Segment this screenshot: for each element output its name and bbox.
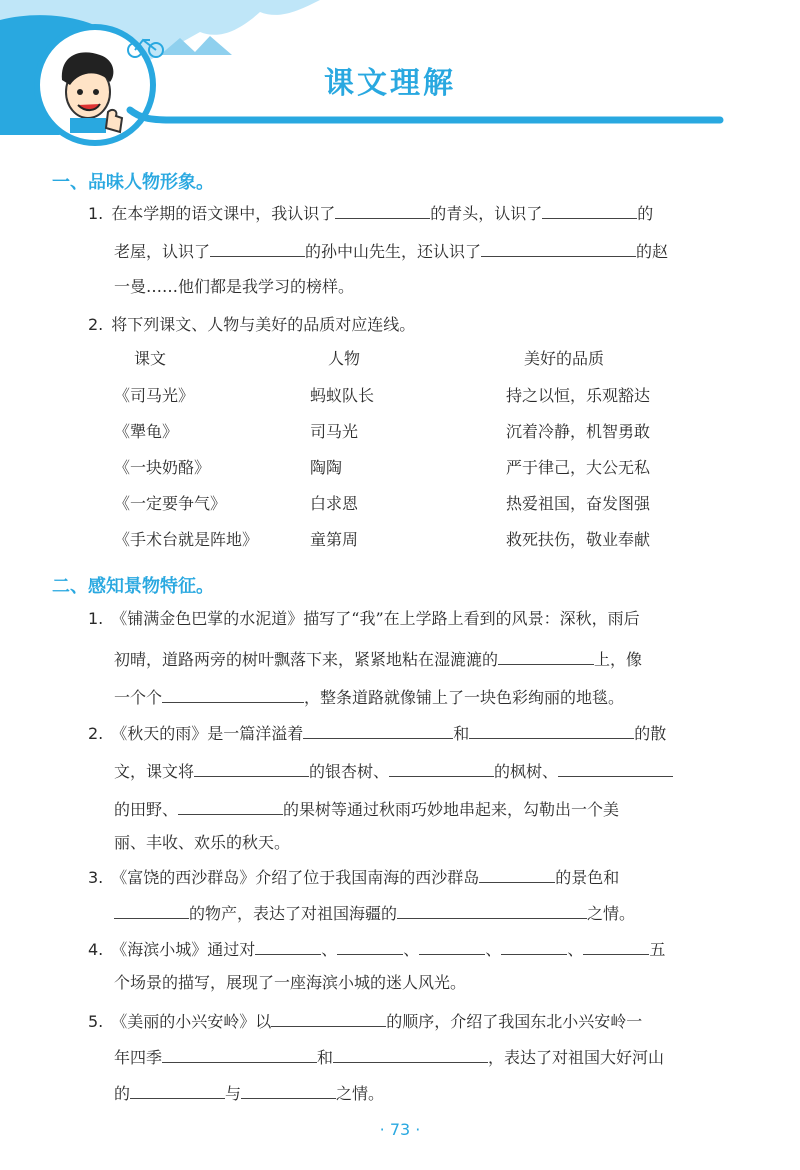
question-number: 5. [88,1012,104,1031]
person-item[interactable]: 司马光 [310,422,359,441]
answer-blank[interactable] [583,936,649,955]
answer-blank[interactable] [333,1044,488,1063]
text: 的景色和 [555,868,620,887]
text: 的青头，认识了 [430,204,543,223]
question-number: 2. [88,315,104,334]
answer-blank[interactable] [114,900,189,919]
s2-q2-line3 [114,796,619,821]
question-number: 2. [88,724,104,743]
answer-blank[interactable] [255,936,321,955]
text: 一个个 [114,688,163,707]
text: 的赵 [636,242,669,261]
answer-blank[interactable] [271,1008,386,1027]
text: 之情。 [587,904,636,923]
answer-blank[interactable] [498,646,594,665]
text: 《秋天的雨》是一篇洋溢着 [111,724,304,743]
header-banner [0,0,800,150]
person-item[interactable]: 陶陶 [310,458,343,477]
question-number: 1. [88,204,104,223]
question-number: 3. [88,868,104,887]
person-item[interactable]: 白求恩 [310,494,359,513]
answer-blank[interactable] [501,936,567,955]
s2-q3-line2 [114,900,635,925]
text: 文，课文将 [114,762,195,781]
page-title: 课文理解 [324,66,456,101]
s1-q2-line1 [88,314,415,336]
quality-item[interactable]: 持之以恒，乐观豁达 [506,386,651,405]
s2-q1-line1 [88,608,640,630]
text: 和 [453,724,470,743]
s2-q5-line1 [88,1008,642,1033]
answer-blank[interactable] [481,238,636,257]
answer-blank[interactable] [337,936,403,955]
quality-item[interactable]: 严于律己，大公无私 [506,458,651,477]
separator: 、 [403,940,420,959]
text: 的顺序，介绍了我国东北小兴安岭一 [386,1012,643,1031]
answer-blank[interactable] [178,796,283,815]
column-header-texts: 课文 [134,349,167,368]
s2-q2-line1 [88,720,666,745]
separator: 、 [321,940,338,959]
text: 的散 [634,724,667,743]
answer-blank[interactable] [389,758,494,777]
page-number: · 73 · [379,1120,421,1139]
answer-blank[interactable] [194,758,309,777]
text: 和 [317,1048,334,1067]
text-item[interactable]: 《犟龟》 [114,422,179,441]
s2-q4-line2: 个场景的描写，展现了一座海滨小城的迷人风光。 [114,973,467,992]
text: 的孙中山先生，还认识了 [305,242,482,261]
answer-blank[interactable] [130,1080,225,1099]
question-number: 1. [88,609,104,628]
person-item[interactable]: 童第周 [310,530,359,549]
text: 上，像 [594,650,643,669]
answer-blank[interactable] [303,720,453,739]
text: ，表达了对祖国大好河山 [488,1048,665,1067]
s2-q2-line4: 丽、丰收、欢乐的秋天。 [114,833,291,852]
text-item[interactable]: 《一定要争气》 [114,494,227,513]
text: 《海滨小城》通过对 [111,940,256,959]
answer-blank[interactable] [241,1080,336,1099]
text: 初晴，道路两旁的树叶飘落下来，紧紧地粘在湿漉漉的 [114,650,499,669]
text: ，整条道路就像铺上了一块色彩绚丽的地毯。 [304,688,625,707]
column-header-people: 人物 [328,349,361,368]
text: 五 [649,940,666,959]
s2-q4-line1 [88,936,665,961]
quality-item[interactable]: 热爱祖国，奋发图强 [506,494,651,513]
text: 老屋，认识了 [114,242,211,261]
answer-blank[interactable] [469,720,634,739]
separator: 、 [485,940,502,959]
text: 的田野、 [114,800,179,819]
text: 的枫树、 [494,762,559,781]
quality-item[interactable]: 救死扶伤，敬业奉献 [506,530,651,549]
text: 《美丽的小兴安岭》以 [111,1012,272,1031]
section-heading-2: 二、感知景物特征。 [52,576,214,597]
s2-q5-line3 [114,1080,384,1105]
answer-blank[interactable] [162,684,304,703]
s2-q1-line3 [114,684,624,709]
answer-blank[interactable] [335,200,430,219]
text: 《富饶的西沙群岛》介绍了位于我国南海的西沙群岛 [111,868,480,887]
answer-blank[interactable] [210,238,305,257]
answer-blank[interactable] [162,1044,317,1063]
text: 将下列课文、人物与美好的品质对应连线。 [111,315,416,334]
person-item[interactable]: 蚂蚁队长 [310,386,375,405]
section-heading-1: 一、品味人物形象。 [52,172,214,193]
s1-q1-line1 [88,200,653,225]
answer-blank[interactable] [558,758,673,777]
s2-q1-line2 [114,646,642,671]
text: 年四季 [114,1048,163,1067]
s1-q1-line3: 一曼……他们都是我学习的榜样。 [114,277,355,296]
text: 的银杏树、 [309,762,390,781]
answer-blank[interactable] [542,200,637,219]
question-number: 4. [88,940,104,959]
answer-blank[interactable] [419,936,485,955]
answer-blank[interactable] [479,864,555,883]
answer-blank[interactable] [397,900,587,919]
s2-q2-line2 [114,758,673,783]
quality-item[interactable]: 沉着冷静，机智勇敢 [506,422,651,441]
text-item[interactable]: 《手术台就是阵地》 [114,530,259,549]
s1-q1-line2 [114,238,668,263]
text: 的 [114,1084,131,1103]
text-item[interactable]: 《司马光》 [114,386,195,405]
text: 的果树等通过秋雨巧妙地串起来，勾勒出一个美 [283,800,620,819]
text: 的 [637,204,654,223]
separator: 、 [567,940,584,959]
text: 与 [225,1084,242,1103]
text: 之情。 [336,1084,385,1103]
s2-q5-line2 [114,1044,664,1069]
s2-q3-line1 [88,864,619,889]
text-item[interactable]: 《一块奶酪》 [114,458,211,477]
text: 《铺满金色巴掌的水泥道》描写了“我”在上学路上看到的风景：深秋，雨后 [111,609,640,628]
column-header-qualities: 美好的品质 [524,349,605,368]
text: 在本学期的语文课中，我认识了 [111,204,336,223]
text: 的物产，表达了对祖国海疆的 [189,904,398,923]
